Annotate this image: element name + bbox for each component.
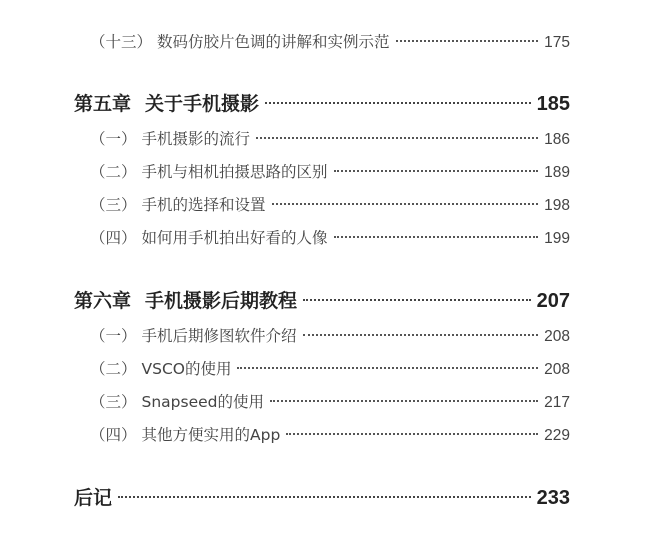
toc-entry-text: VSCO的使用: [141, 360, 232, 378]
toc-entry-section-6-4: [90, 423, 570, 447]
toc-entry-title: [90, 357, 231, 381]
toc-entry-text: 关于手机摄影: [145, 93, 260, 115]
toc-entry-chapter-6: [74, 286, 570, 316]
dot-leader: [334, 170, 539, 172]
toc-entry-title: [90, 324, 297, 348]
dot-leader: [237, 367, 538, 369]
toc-entry-section-6-3: [90, 390, 570, 414]
toc-entry-number: （二）: [90, 163, 137, 181]
dot-leader: [334, 236, 539, 238]
toc-page-number: 217: [544, 394, 570, 411]
toc-entry-chapter-5: [74, 89, 570, 119]
dot-leader: [270, 400, 538, 402]
toc-page-number: 175: [544, 34, 570, 51]
toc-page-number: 199: [544, 230, 570, 247]
toc-page-number: 189: [544, 164, 570, 181]
toc-entry-text: Snapseed的使用: [141, 393, 265, 411]
toc-entry-section-5-1: [90, 127, 570, 151]
toc-page-number: 233: [536, 487, 570, 509]
dot-leader: [118, 496, 531, 498]
toc-page-number: 208: [544, 328, 570, 345]
toc-entry-number: （四）: [90, 426, 137, 444]
toc-entry-section-6-1: [90, 324, 570, 348]
toc-page-number: 185: [536, 93, 570, 115]
toc-entry-number: （十三）: [90, 33, 153, 51]
toc-entry-number: （一）: [90, 327, 137, 345]
toc-entry-title: [90, 226, 328, 250]
toc-entry-title: [74, 286, 297, 316]
toc-entry-text: 手机后期修图软件介绍: [141, 327, 297, 345]
dot-leader: [272, 203, 539, 205]
toc-entry-title: [90, 160, 328, 184]
toc-entry-section-13: [90, 30, 570, 54]
toc-entry-text: 数码仿胶片色调的讲解和实例示范: [157, 33, 390, 51]
dot-leader: [303, 334, 539, 336]
dot-leader: [256, 137, 538, 139]
toc-entry-number: （二）: [90, 360, 137, 378]
dot-leader: [303, 299, 531, 301]
dot-leader: [286, 433, 538, 435]
toc-chapter-number: 第六章: [74, 290, 132, 312]
toc-entry-number: （三）: [90, 393, 137, 411]
toc-entry-text: 后记: [74, 487, 113, 509]
toc-page-number: 208: [544, 361, 570, 378]
toc-entry-text: 手机与相机拍摄思路的区别: [141, 163, 328, 181]
toc-entry-afterword: [74, 483, 570, 513]
toc-entry-section-5-2: [90, 160, 570, 184]
toc-entry-text: 手机摄影的流行: [141, 130, 251, 148]
toc-entry-section-6-2: [90, 357, 570, 381]
toc-entry-text: 手机摄影后期教程: [145, 290, 298, 312]
toc-entry-title: [90, 193, 266, 217]
toc-entry-text: 其他方便实用的App: [141, 426, 281, 444]
toc-entry-title: [74, 89, 259, 119]
toc-page-number: 198: [544, 197, 570, 214]
toc-page-number: 229: [544, 427, 570, 444]
toc-entry-title: [90, 390, 264, 414]
toc-entry-text: 如何用手机拍出好看的人像: [141, 229, 328, 247]
toc-entry-number: （一）: [90, 130, 137, 148]
toc-entry-section-5-3: [90, 193, 570, 217]
toc-entry-title: [90, 30, 390, 54]
dot-leader: [396, 40, 539, 42]
toc-entry-text: 手机的选择和设置: [141, 196, 266, 214]
toc-entry-number: （三）: [90, 196, 137, 214]
toc-entry-number: （四）: [90, 229, 137, 247]
toc-entry-title: [74, 483, 112, 513]
toc-chapter-number: 第五章: [74, 93, 132, 115]
dot-leader: [265, 102, 531, 104]
toc-entry-title: [90, 423, 280, 447]
toc-entry-title: [90, 127, 250, 151]
toc-page-number: 207: [536, 290, 570, 312]
toc-entry-section-5-4: [90, 226, 570, 250]
toc-page-number: 186: [544, 131, 570, 148]
